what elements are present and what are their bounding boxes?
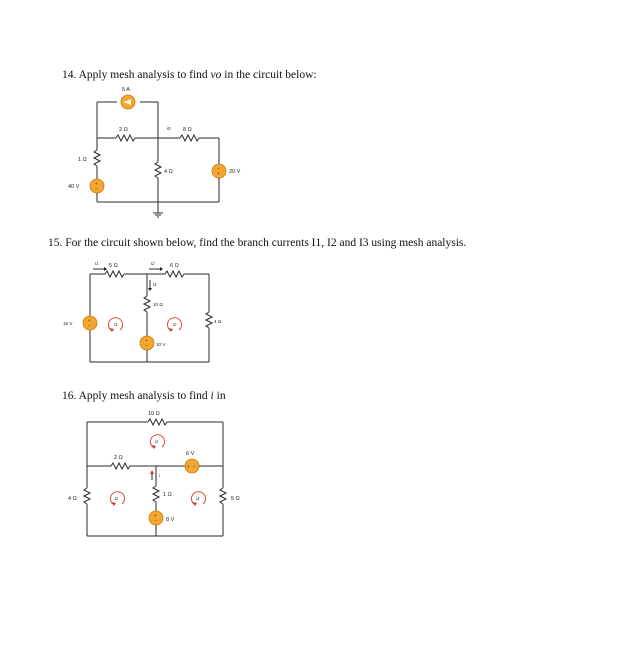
svg-text:+: + <box>145 338 148 343</box>
resistor-4-ohm <box>155 162 161 178</box>
v-8-label: 8 V <box>166 517 175 523</box>
resistor-10-ohm-c16 <box>148 419 167 425</box>
v-15-label: 15 V <box>63 321 73 326</box>
resistor-4-ohm-c15 <box>206 312 212 328</box>
circuit-16-diagram <box>60 402 260 542</box>
r-2-c16-label: 2 Ω <box>114 455 123 461</box>
svg-text:−: − <box>217 166 220 171</box>
r-1-c16-label: 1 Ω <box>163 492 172 498</box>
resistor-2-ohm <box>116 135 135 141</box>
mesh-loop-1-label: I1 <box>114 322 118 327</box>
svg-text:+: + <box>95 181 98 186</box>
resistor-2-ohm-c16 <box>111 463 130 469</box>
question-14-number: 14. <box>62 69 77 81</box>
question-15-number: 15. <box>48 237 63 249</box>
svg-text:+: + <box>187 464 190 469</box>
r-10-c16-label: 10 Ω <box>148 411 160 417</box>
i1-branch-label: I1 <box>95 261 99 266</box>
svg-text:−: − <box>154 518 157 523</box>
v-10-label: 10 V <box>156 342 166 347</box>
svg-text:+: + <box>154 513 157 518</box>
resistor-5-ohm <box>105 271 124 277</box>
r-4-c15-label: 4 Ω <box>214 319 222 324</box>
r-5-label: 5 Ω <box>109 263 118 269</box>
mesh-loop-i2-label: i2 <box>115 496 119 501</box>
resistor-10-ohm <box>144 296 150 312</box>
r-2-label: 2 Ω <box>119 127 128 133</box>
svg-text:+: + <box>217 171 220 176</box>
resistor-1-ohm-c16 <box>153 486 159 502</box>
question-16-text-after: in <box>213 390 226 402</box>
current-source-label: 5 A <box>122 87 130 93</box>
resistor-1-ohm <box>94 150 100 166</box>
i0-label: i0 <box>167 126 171 131</box>
mesh-loop-i3-label: i3 <box>196 496 200 501</box>
i2-branch-label: I2 <box>151 261 155 266</box>
mesh-loop-2-label: I2 <box>173 322 177 327</box>
resistor-8-ohm <box>180 135 199 141</box>
resistor-5-ohm-c16 <box>220 488 226 504</box>
svg-text:+: + <box>88 318 91 323</box>
svg-text:−: − <box>88 323 91 328</box>
question-16-variable: i <box>210 390 214 402</box>
r-1-label: 1 Ω <box>78 157 87 163</box>
i3-branch-label: I3 <box>153 282 157 287</box>
svg-text:−: − <box>193 464 196 469</box>
mesh-loop-i1-label: i1 <box>155 439 159 444</box>
r-6-label: 6 Ω <box>170 263 179 269</box>
resistor-4-ohm-c16 <box>84 488 90 504</box>
circuit-15-diagram <box>60 254 240 374</box>
r-4-label: 4 Ω <box>164 169 173 175</box>
question-16-number: 16. <box>62 390 77 402</box>
svg-text:−: − <box>145 343 148 348</box>
v-40-label: 40 V <box>68 184 80 190</box>
resistor-6-ohm <box>165 271 184 277</box>
question-16 <box>62 390 226 402</box>
r-8-label: 8 Ω <box>183 127 192 133</box>
question-14-text-after: in the circuit below: <box>221 69 317 81</box>
r-5-c16-label: 5 Ω <box>231 496 240 502</box>
v-6-label: 6 V <box>186 451 195 457</box>
question-15 <box>48 237 466 249</box>
v-20-label: 20 V <box>229 169 241 175</box>
question-16-text-before: Apply mesh analysis to find <box>78 390 211 402</box>
r-10-label: 10 Ω <box>153 302 163 307</box>
circuit-14-diagram <box>60 82 260 232</box>
svg-text:−: − <box>95 186 98 191</box>
question-14-text-before: Apply mesh analysis to find <box>78 69 211 81</box>
question-14-variable: vo <box>210 69 222 81</box>
question-15-text: For the circuit shown below, find the branch currents I1, I2 and I3 using mesh analysis. <box>65 237 467 249</box>
current-i-label: i <box>159 473 160 478</box>
r-4-c16-label: 4 Ω <box>68 496 77 502</box>
question-14 <box>62 69 317 81</box>
